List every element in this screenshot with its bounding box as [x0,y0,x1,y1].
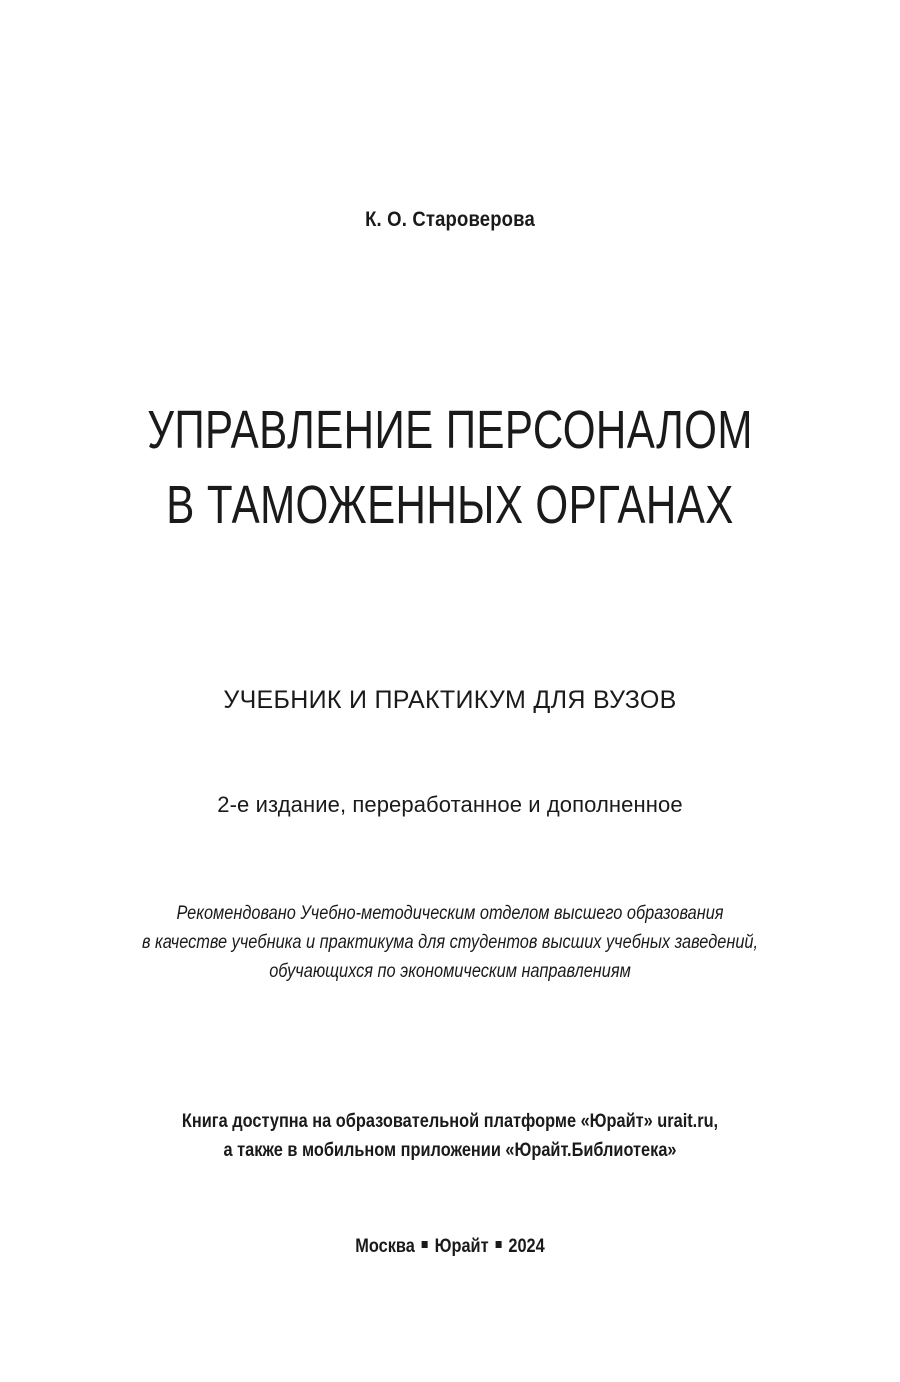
square-separator-icon [495,1241,501,1248]
imprint-publisher: Юрайт [434,1236,489,1257]
imprint-year: 2024 [508,1236,545,1257]
recommendation-line-2: в качестве учебника и практикума для студентов высших учебных заведений, [141,932,759,953]
platform-line-2: а также в мобильном приложении «Юрайт.Библиотека» [223,1140,677,1161]
recommendation-line-1: Рекомендовано Учебно-методическим отделом высшего образования [176,903,724,924]
book-subtitle: УЧЕБНИК И ПРАКТИКУМ ДЛЯ ВУЗОВ [223,686,677,714]
square-separator-icon [422,1241,428,1248]
author-name: К. О. Староверова [365,208,535,231]
platform-line-1: Книга доступна на образовательной платформе «Юрайт» urait.ru, [181,1111,719,1132]
book-title-line-1: УПРАВЛЕНИЕ ПЕРСОНАЛОМ [147,400,753,460]
recommendation-line-3: обучающихся по экономическим направлениям [269,961,631,982]
book-title-line-2: В ТАМОЖЕННЫХ ОРГАНАХ [166,475,734,535]
imprint-line [63,1237,837,1256]
imprint-city: Москва [355,1236,415,1257]
edition-info: 2-е издание, переработанное и дополненное [217,792,683,817]
